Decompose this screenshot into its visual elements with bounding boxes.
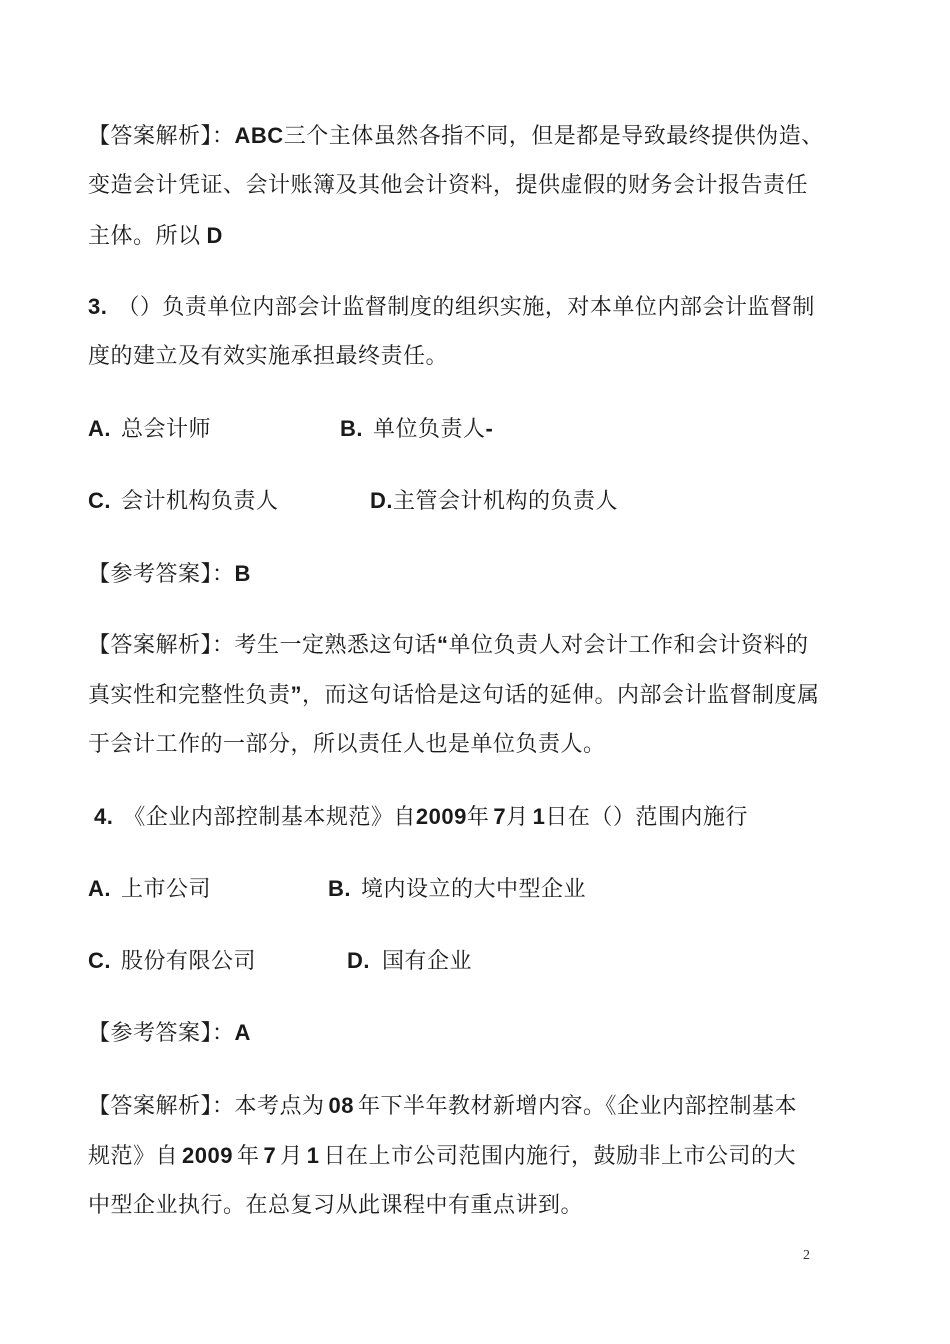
option-d: [347, 946, 472, 977]
analysis-text: 规范》自: [88, 1144, 179, 1169]
option-a: [88, 874, 211, 905]
option-c: [88, 946, 256, 977]
month: 7: [493, 804, 507, 829]
option-b: [328, 874, 586, 905]
question-3-line-1: [88, 292, 815, 323]
question-4-line-1: [94, 802, 748, 833]
analysis-text: 年: [236, 1144, 260, 1169]
option-letter: A.: [88, 416, 111, 441]
analysis-3-line-3: [88, 730, 606, 760]
prev-analysis-text: 变造会计凭证、会计账簿及其他会计资料，提供虚假的财务会计报告责任: [88, 173, 809, 198]
option-text: 主管会计机构的负责人: [393, 489, 619, 514]
option-text: 境内设立的大中型企业: [361, 877, 587, 902]
question-stem: 年: [466, 805, 490, 830]
analysis-label: 【答案解析】：: [88, 1094, 235, 1119]
quote-mark: “: [437, 632, 449, 657]
option-letter: A.: [88, 876, 111, 901]
month: 7: [263, 1143, 277, 1168]
analysis-text: 考生一定熟悉这句话: [234, 633, 438, 658]
reference-answer-4: [88, 1018, 251, 1049]
question-stem: 月: [506, 805, 529, 830]
option-a: [88, 414, 211, 445]
option-letter: B.: [340, 416, 363, 441]
analysis-text: 本考点为: [234, 1094, 325, 1119]
analysis-4-line-3: [88, 1191, 583, 1221]
question-stem: 《企业内部控制基本规范》自: [123, 805, 416, 830]
option-letter: D.: [347, 948, 370, 973]
option-text: 上市公司: [121, 877, 212, 902]
analysis-label: 【答案解析】: [88, 124, 213, 149]
analysis-text: ，而这句话恰是这句话的延伸。内部会计监督制度属: [302, 683, 820, 708]
prev-analysis-text: 主体。所以: [88, 224, 201, 249]
question-number: 3.: [88, 294, 108, 319]
abc-text: ABC: [234, 123, 284, 148]
option-letter: C.: [88, 948, 111, 973]
analysis-text: 于会计工作的一部分，所以责任人也是单位负责人。: [88, 732, 606, 757]
option-letter: C.: [88, 488, 111, 513]
analysis-text: 真实性和完整性负责: [88, 683, 291, 708]
day: 1: [306, 1143, 320, 1168]
question-3-line-2: [88, 342, 448, 372]
option-c: [88, 486, 279, 517]
question-number: 4.: [94, 804, 114, 829]
question-stem: （）负责单位内部会计监督制度的组织实施，对本单位内部会计监督制: [117, 295, 815, 320]
reference-answer-3: [88, 559, 251, 590]
analysis-text: 年下半年教材新增内容。《企业内部控制基本: [358, 1094, 798, 1119]
option-text: 股份有限公司: [121, 949, 257, 974]
analysis-4-line-2: [88, 1141, 796, 1172]
option-text: 国有企业: [382, 949, 473, 974]
reference-label: 【参考答案】：: [88, 1021, 235, 1046]
analysis-label: 【答案解析】：: [88, 633, 235, 658]
reference-answer: A: [234, 1020, 251, 1045]
prev-analysis-line-1: [88, 121, 824, 152]
analysis-3-line-2: [88, 680, 820, 711]
option-text: 会计机构负责人: [121, 489, 279, 514]
number-text: 08: [328, 1093, 355, 1118]
question-stem: 日在（）范围内施行: [545, 805, 748, 830]
option-letter: D.: [370, 488, 393, 513]
option-letter: B.: [328, 876, 351, 901]
option-b: [340, 414, 493, 445]
day: 1: [532, 804, 546, 829]
analysis-text: 月: [280, 1144, 303, 1169]
prev-answer-letter: D: [206, 223, 223, 248]
question-stem: 度的建立及有效实施承担最终责任。: [88, 344, 449, 369]
analysis-colon: ：: [212, 124, 235, 149]
prev-analysis-line-3: [88, 221, 223, 252]
option-d: [370, 486, 618, 517]
option-text: 总会计师: [121, 417, 212, 442]
analysis-text: 单位负责人对会计工作和会计资料的: [448, 633, 809, 658]
prev-analysis-line-2: [88, 171, 808, 201]
option-text: 单位负责人: [373, 417, 486, 442]
reference-answer: B: [234, 561, 251, 586]
reference-label: 【参考答案】：: [88, 562, 235, 587]
analysis-4-line-1: [88, 1091, 797, 1122]
page-number: 2: [803, 1248, 810, 1263]
year: 2009: [415, 804, 467, 829]
analysis-text: 中型企业执行。在总复习从此课程中有重点讲到。: [88, 1193, 584, 1218]
year: 2009: [182, 1143, 233, 1168]
option-suffix: -: [485, 416, 494, 441]
quote-mark: ”: [290, 682, 303, 707]
analysis-3-line-1: [88, 630, 809, 661]
analysis-text: 日在上市公司范围内施行，鼓励非上市公司的大: [323, 1144, 797, 1169]
prev-analysis-text: 三个主体虽然各指不同，但是都是导致最终提供伪造、: [283, 124, 824, 149]
